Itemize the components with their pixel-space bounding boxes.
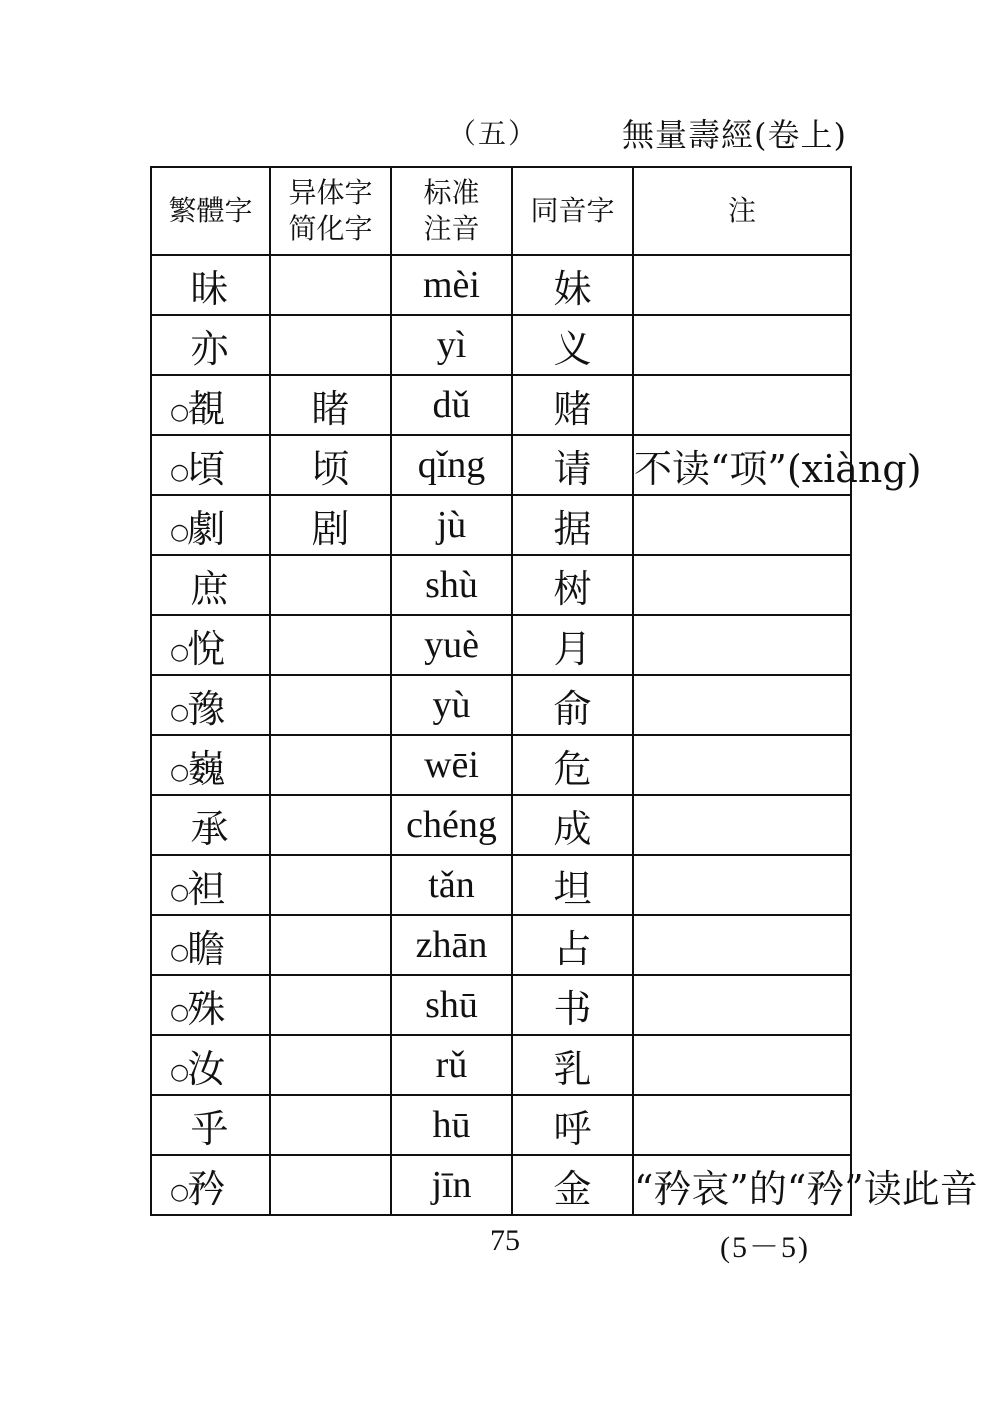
- header-line: 繁體字: [168, 194, 253, 227]
- circle-mark: ○: [170, 399, 190, 425]
- variant-char-cell: 睹: [270, 375, 391, 435]
- traditional-char-cell: [151, 915, 270, 975]
- pinyin-cell: yì: [391, 315, 512, 375]
- circle-mark: ○: [170, 519, 190, 545]
- pinyin-cell: dǔ: [391, 375, 512, 435]
- traditional-char-cell: [151, 435, 270, 495]
- homophone-cell: 俞: [512, 675, 633, 735]
- table-header-row: [151, 167, 851, 255]
- circle-mark: ○: [170, 459, 190, 485]
- note-cell: [633, 855, 851, 915]
- traditional-char: 汝: [187, 1046, 226, 1091]
- header-line: 注: [727, 194, 756, 227]
- table-row: [151, 795, 851, 855]
- homophone-cell: 请: [512, 435, 633, 495]
- note-cell: 不读“项”(xiàng): [633, 435, 851, 495]
- pinyin-cell: qǐng: [391, 435, 512, 495]
- variant-char-cell: [270, 255, 391, 315]
- table-row: [151, 435, 851, 495]
- traditional-char-cell: [151, 315, 270, 375]
- table-row: [151, 735, 851, 795]
- table-row: [151, 1095, 851, 1155]
- note-cell: [633, 975, 851, 1035]
- table-row: [151, 315, 851, 375]
- book-title: 無量壽經(卷上): [622, 116, 847, 154]
- homophone-cell: 坦: [512, 855, 633, 915]
- note-cell: [633, 675, 851, 735]
- pinyin-cell: wēi: [391, 735, 512, 795]
- traditional-char-cell: [151, 615, 270, 675]
- header-variant-simplified: [270, 167, 391, 255]
- table-row: [151, 495, 851, 555]
- header-line: 注音: [423, 212, 480, 245]
- variant-char-cell: [270, 795, 391, 855]
- header-standard-pinyin: [391, 167, 512, 255]
- homophone-cell: 树: [512, 555, 633, 615]
- traditional-char: 昧: [190, 266, 229, 311]
- table-body: [151, 255, 978, 1215]
- header-line: 同音字: [530, 194, 615, 227]
- pinyin-cell: yuè: [391, 615, 512, 675]
- variant-char-cell: [270, 615, 391, 675]
- circle-mark: ○: [170, 1179, 190, 1205]
- note-cell: [633, 1095, 851, 1155]
- homophone-cell: 危: [512, 735, 633, 795]
- circle-mark: ○: [170, 999, 190, 1025]
- traditional-char-cell: [151, 375, 270, 435]
- variant-char-cell: [270, 1035, 391, 1095]
- traditional-char: 殊: [187, 986, 226, 1031]
- circle-mark: ○: [170, 639, 190, 665]
- circle-mark: ○: [170, 1059, 190, 1085]
- header-traditional: [151, 167, 270, 255]
- note-cell: [633, 915, 851, 975]
- circle-mark: ○: [170, 699, 190, 725]
- homophone-cell: 据: [512, 495, 633, 555]
- traditional-char-cell: [151, 1155, 270, 1215]
- traditional-char-cell: [151, 555, 270, 615]
- variant-char-cell: 剧: [270, 495, 391, 555]
- traditional-char: 巍: [187, 746, 226, 791]
- traditional-char-cell: [151, 1095, 270, 1155]
- homophone-cell: 占: [512, 915, 633, 975]
- variant-char-cell: [270, 855, 391, 915]
- note-cell: [633, 615, 851, 675]
- pinyin-cell: zhān: [391, 915, 512, 975]
- page-code: (5－5): [720, 1231, 810, 1264]
- table-row: [151, 975, 851, 1035]
- note-cell: [633, 735, 851, 795]
- variant-char-cell: [270, 555, 391, 615]
- character-table: [150, 166, 978, 1216]
- homophone-cell: 成: [512, 795, 633, 855]
- pinyin-cell: tǎn: [391, 855, 512, 915]
- homophone-cell: 赌: [512, 375, 633, 435]
- table-row: [151, 375, 851, 435]
- header-homophone: [512, 167, 633, 255]
- homophone-cell: 书: [512, 975, 633, 1035]
- pinyin-cell: yù: [391, 675, 512, 735]
- traditional-char-cell: [151, 255, 270, 315]
- note-cell: [633, 795, 851, 855]
- note-cell: [633, 495, 851, 555]
- page-number: 75: [490, 1224, 520, 1257]
- homophone-cell: 月: [512, 615, 633, 675]
- note-cell: [633, 555, 851, 615]
- traditional-char: 劇: [187, 506, 226, 551]
- table-row: [151, 1035, 851, 1095]
- header-line: 标准: [423, 176, 480, 209]
- traditional-char: 亦: [190, 326, 229, 371]
- variant-char-cell: 顷: [270, 435, 391, 495]
- pinyin-cell: jù: [391, 495, 512, 555]
- note-cell: [633, 375, 851, 435]
- traditional-char: 悅: [187, 626, 226, 671]
- variant-char-cell: [270, 1155, 391, 1215]
- traditional-char-cell: [151, 735, 270, 795]
- table-row: [151, 1155, 851, 1215]
- variant-char-cell: [270, 975, 391, 1035]
- table-row: [151, 675, 851, 735]
- pinyin-cell: rǔ: [391, 1035, 512, 1095]
- traditional-char: 矜: [187, 1166, 226, 1211]
- pinyin-cell: shū: [391, 975, 512, 1035]
- traditional-char-cell: [151, 975, 270, 1035]
- pinyin-cell: chéng: [391, 795, 512, 855]
- variant-char-cell: [270, 915, 391, 975]
- variant-char-cell: [270, 1095, 391, 1155]
- table-row: [151, 615, 851, 675]
- table-row: [151, 915, 851, 975]
- traditional-char: 頃: [187, 446, 226, 491]
- traditional-char-cell: [151, 675, 270, 735]
- homophone-cell: 金: [512, 1155, 633, 1215]
- homophone-cell: 乳: [512, 1035, 633, 1095]
- traditional-char: 覩: [187, 386, 226, 431]
- circle-mark: ○: [170, 879, 190, 905]
- table-row: [151, 255, 851, 315]
- variant-char-cell: [270, 735, 391, 795]
- header-line: 异体字: [288, 176, 373, 209]
- homophone-cell: 呼: [512, 1095, 633, 1155]
- circle-mark: ○: [170, 759, 190, 785]
- traditional-char: 袒: [187, 866, 226, 911]
- traditional-char: 承: [190, 806, 229, 851]
- traditional-char: 豫: [187, 686, 226, 731]
- variant-char-cell: [270, 675, 391, 735]
- traditional-char-cell: [151, 855, 270, 915]
- traditional-char-cell: [151, 1035, 270, 1095]
- homophone-cell: 妹: [512, 255, 633, 315]
- traditional-char-cell: [151, 795, 270, 855]
- pinyin-cell: jīn: [391, 1155, 512, 1215]
- traditional-char: 庶: [190, 566, 229, 611]
- note-cell: “矜哀”的“矜”读此音: [633, 1155, 851, 1215]
- pinyin-cell: shù: [391, 555, 512, 615]
- pinyin-cell: mèi: [391, 255, 512, 315]
- circle-mark: ○: [170, 939, 190, 965]
- table-row: [151, 855, 851, 915]
- variant-char-cell: [270, 315, 391, 375]
- pinyin-cell: hū: [391, 1095, 512, 1155]
- header-line: 简化字: [288, 212, 373, 245]
- note-cell: [633, 255, 851, 315]
- traditional-char-cell: [151, 495, 270, 555]
- note-cell: [633, 315, 851, 375]
- section-label: （五）: [448, 117, 539, 150]
- traditional-char: 瞻: [187, 926, 226, 971]
- homophone-cell: 义: [512, 315, 633, 375]
- traditional-char: 乎: [190, 1106, 229, 1151]
- header-note: [633, 167, 851, 255]
- note-cell: [633, 1035, 851, 1095]
- table-row: [151, 555, 851, 615]
